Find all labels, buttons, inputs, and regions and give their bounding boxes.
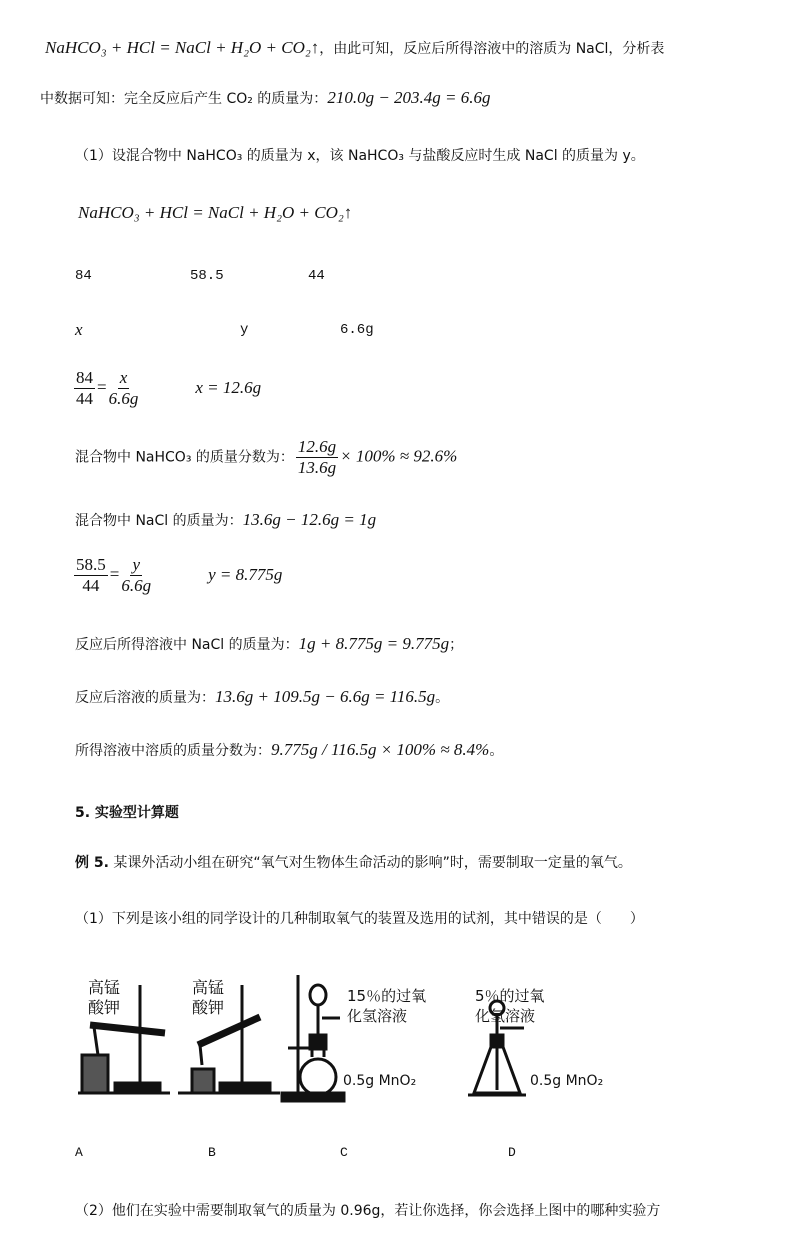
reagent-label: 酸钾 bbox=[88, 998, 121, 1017]
text: ，由此可知，反应后所得溶液中的溶质为 NaCl，分析表 bbox=[319, 41, 665, 57]
denominator: 6.6g bbox=[121, 576, 152, 595]
label-c: C bbox=[340, 1145, 348, 1160]
label-b: B bbox=[208, 1145, 216, 1160]
molar-84: 84 bbox=[75, 268, 92, 284]
proportion-2 bbox=[72, 555, 282, 596]
molar-58-5: 58.5 bbox=[190, 268, 224, 284]
numerator: 58.5 bbox=[76, 555, 106, 574]
solution-label: 5％的过氧 bbox=[475, 987, 545, 1005]
label: 所得溶液中溶质的质量分数为： bbox=[75, 743, 271, 759]
fraction bbox=[74, 555, 108, 596]
catalyst-label: 0.5g MnO₂ bbox=[343, 1073, 417, 1089]
numerator: x bbox=[119, 368, 128, 387]
example-text: 某课外活动小组在研究“氧气对生物体生命活动的影响”时，需要制取一定量的氧气。 bbox=[113, 855, 632, 871]
equation-2: NaHCO₃ + HCl = NaCl + H₂O + CO₂↑ bbox=[78, 203, 353, 222]
apparatus-c bbox=[282, 975, 426, 1101]
solution-label: 化氢溶液 bbox=[475, 1007, 536, 1025]
solution-label: 化氢溶液 bbox=[347, 1007, 408, 1025]
equals: = bbox=[97, 377, 107, 397]
punct: 。 bbox=[435, 690, 450, 706]
example-label: 例 5. bbox=[75, 855, 109, 871]
label-a: A bbox=[75, 1145, 83, 1160]
equation: 210.0g − 203.4g = 6.6g bbox=[327, 88, 491, 107]
equation: 13.6g − 12.6g = 1g bbox=[242, 510, 377, 529]
var-y: y bbox=[240, 322, 249, 338]
fraction bbox=[296, 437, 338, 478]
nacl-total-line bbox=[75, 634, 463, 654]
result: × 100% ≈ 92.6% bbox=[340, 446, 458, 466]
reagent-label: 高锰 bbox=[192, 978, 225, 997]
section-heading: 5. 实验型计算题 bbox=[75, 805, 179, 821]
punct: 。 bbox=[489, 743, 504, 759]
var-x: x bbox=[75, 320, 83, 339]
proportion-1 bbox=[72, 368, 261, 409]
equals: = bbox=[109, 564, 120, 584]
line-co2-mass bbox=[40, 88, 491, 108]
apparatus-b bbox=[178, 978, 280, 1093]
nacl-mass-line bbox=[75, 510, 376, 530]
label: 反应后溶液的质量为： bbox=[75, 690, 215, 706]
punct: ； bbox=[449, 637, 464, 653]
label: 反应后所得溶液中 NaCl 的质量为： bbox=[75, 637, 299, 653]
text: 中数据可知：完全反应后产生 CO₂ 的质量为： bbox=[40, 91, 328, 107]
solution-mass-line bbox=[75, 687, 449, 707]
equation: 9.775g / 116.5g × 100% ≈ 8.4% bbox=[271, 740, 490, 759]
fraction bbox=[109, 368, 139, 409]
apparatus-d bbox=[468, 987, 603, 1095]
reagent-label: 高锰 bbox=[88, 978, 121, 997]
catalyst-label: 0.5g MnO₂ bbox=[530, 1073, 604, 1089]
fraction bbox=[121, 555, 151, 596]
numerator: 12.6g bbox=[297, 437, 337, 456]
label: 混合物中 NaCl 的质量为： bbox=[75, 513, 243, 529]
apparatus-a bbox=[78, 978, 170, 1093]
example-5 bbox=[75, 852, 632, 872]
numerator: y bbox=[132, 555, 140, 574]
denominator: 6.6g bbox=[108, 389, 139, 408]
result: y = 8.775g bbox=[208, 564, 283, 584]
label: 混合物中 NaHCO₃ 的质量分数为： bbox=[75, 449, 294, 466]
q1-setup: （1）设混合物中 NaHCO₃ 的质量为 x，该 NaHCO₃ 与盐酸反应时生成 NaCl 的质量为 y。 bbox=[75, 148, 645, 164]
question-1: （1）下列是该小组的同学设计的几种制取氧气的装置及选用的试剂，其中错误的是（ ） bbox=[75, 911, 644, 927]
denominator: 44 bbox=[76, 389, 93, 408]
label-d: D bbox=[508, 1145, 516, 1160]
equation: NaHCO₃ + HCl = NaCl + H₂O + CO₂↑ bbox=[45, 38, 320, 57]
denominator: 13.6g bbox=[297, 458, 337, 477]
equation: 1g + 8.775g = 9.775g bbox=[298, 634, 450, 653]
line-reaction-summary bbox=[45, 38, 664, 58]
solution-label: 15％的过氧 bbox=[347, 987, 427, 1005]
nahco3-fraction-line bbox=[75, 437, 457, 478]
denominator: 44 bbox=[82, 576, 100, 595]
val-6-6g: 6.6g bbox=[340, 322, 374, 338]
apparatus-figure bbox=[60, 965, 660, 1105]
reagent-label: 酸钾 bbox=[192, 998, 225, 1017]
fraction bbox=[74, 368, 95, 409]
question-2: （2）他们在实验中需要制取氧气的质量为 0.96g，若让你选择，你会选择上图中的哪种实验方 bbox=[75, 1203, 661, 1219]
numerator: 84 bbox=[76, 368, 93, 387]
solute-fraction-line bbox=[75, 740, 503, 760]
result: x = 12.6g bbox=[195, 377, 262, 397]
equation: 13.6g + 109.5g − 6.6g = 116.5g bbox=[215, 687, 436, 706]
molar-44: 44 bbox=[308, 268, 325, 284]
